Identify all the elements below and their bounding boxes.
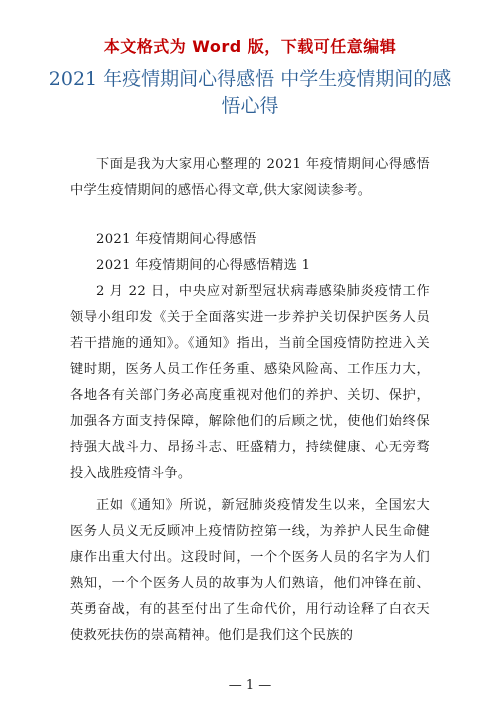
document-body <box>70 152 430 649</box>
section-heading: 2021 年疫情期间心得感悟 <box>96 232 257 247</box>
page-number: — 1 — <box>228 678 272 693</box>
format-banner: 本文格式为 Word 版，下载可任意编辑 <box>103 37 397 56</box>
document-title: 2021 年疫情期间心得感悟 中学生疫情期间的感悟心得 <box>48 68 452 117</box>
intro-paragraph: 下面是我为大家用心整理的 2021 年疫情期间心得感悟 中学生疫情期间的感悟心得文章,供大家阅读参考。 <box>70 157 430 198</box>
subsection-heading: 2021 年疫情期间的心得感悟精选 1 <box>96 258 311 273</box>
body-paragraph: 正如《通知》所说，新冠肺炎疫情发生以来，全国宏大医务人员义无反顾冲上疫情防控第一线，为养护人民生命健康作出重大付出。这段时间，一个个医务人员的名字为人们熟知，一个个医务人员的故事为人们熟谙，他们冲锋在前、英勇奋战，有的甚至付出了生命代价，用行动诠释了白衣天使救死扶伤的崇高精神。他们是我们这个民族的 <box>70 498 430 643</box>
body-paragraph: 2 月 22 日，中央应对新型冠状病毒感染肺炎疫情工作领导小组印发《关于全面落实进一步养护关切保护医务人员若干措施的通知》。《通知》指出，当前全国疫情防控进入关键时期，医务人员工作任务重、感染风险高、工作压力大，各地各有关部门务必高度重视对他们的养护、关切、保护，加强各方面支持保障，解除他们的后顾之忧，使他们始终保持强大战斗力、昂扬斗志、旺盛精力，持续健康、心无旁骛投入战胜疫情斗争。 <box>70 284 430 481</box>
